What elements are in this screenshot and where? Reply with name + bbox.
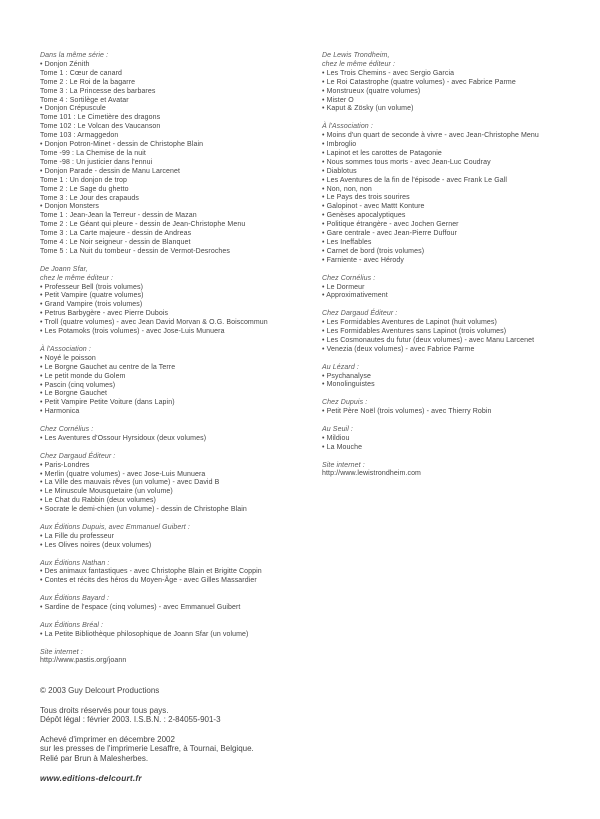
book-entry: • Les Formidables Aventures sans Lapinot (trois volumes) bbox=[322, 328, 507, 336]
book-entry: • Monolinguistes bbox=[322, 381, 375, 389]
section-header: Au Seuil : bbox=[322, 425, 353, 433]
section-header: Site internet : bbox=[40, 648, 83, 656]
book-entry: • Des animaux fantastiques - avec Christophe Blain et Brigitte Coppin bbox=[40, 568, 262, 576]
book-entry: • Diablotus bbox=[322, 167, 357, 175]
book-entry: • La Ville des mauvais rêves (un volume) - avec David B bbox=[40, 479, 220, 487]
book-entry: • Carnet de bord (trois volumes) bbox=[322, 247, 425, 255]
section-header: Aux Éditions Bréal : bbox=[40, 621, 104, 629]
book-list-block bbox=[322, 364, 590, 391]
book-entry: • Grand Vampire (trois volumes) bbox=[40, 301, 143, 309]
section-header: Aux Éditions Nathan : bbox=[40, 559, 110, 567]
book-entry: • Petit Vampire Petite Voiture (dans Lapin) bbox=[40, 399, 175, 407]
book-entry: • Noyé le poisson bbox=[40, 354, 96, 362]
book-entry: • Le Dormeur bbox=[322, 283, 365, 291]
book-entry: • Politique étrangère - avec Jochen Gerner bbox=[322, 221, 459, 229]
imprint-paragraph bbox=[40, 735, 254, 764]
book-entry: Tome 1 : Jean-Jean la Terreur - dessin de Mazan bbox=[40, 212, 197, 220]
section-header: De Lewis Trondheim, bbox=[322, 52, 390, 59]
book-entry: • Contes et récits des héros du Moyen-Âge - avec Gilles Massardier bbox=[40, 577, 257, 585]
section-header: chez le même éditeur : bbox=[40, 274, 114, 282]
book-entry: http://www.pastis.org/joann bbox=[40, 657, 127, 665]
book-entry: Tome 101 : Le Cimetière des dragons bbox=[40, 114, 161, 122]
book-list-block bbox=[322, 275, 590, 302]
book-entry: • Petrus Barbygère - avec Pierre Dubois bbox=[40, 310, 169, 318]
book-entry: • Paris-Londres bbox=[40, 461, 90, 469]
book-entry: • Mildiou bbox=[322, 434, 350, 442]
book-entry: • Donjon Zénith bbox=[40, 60, 90, 68]
book-entry: • Sardine de l'espace (cinq volumes) - avec Emmanuel Guibert bbox=[40, 604, 241, 612]
section-header: Chez Cornélius : bbox=[40, 426, 94, 434]
book-entry: • Le Borgne Gauchet bbox=[40, 390, 108, 398]
book-entry: • Le petit monde du Golem bbox=[40, 372, 126, 380]
book-entry: http://www.lewistrondheim.com bbox=[322, 470, 421, 478]
imprint-line: Achevé d'imprimer en décembre 2002 bbox=[40, 734, 175, 744]
book-entry: • Lapinot et les carottes de Patagonie bbox=[322, 149, 442, 157]
book-entry: • Merlin (quatre volumes) - avec Jose-Luis Munuera bbox=[40, 470, 206, 478]
book-entry: • Professeur Bell (trois volumes) bbox=[40, 283, 144, 291]
section-header: Aux Éditions Dupuis, avec Emmanuel Guibert : bbox=[40, 523, 190, 531]
book-entry: Tome 4 : Sortilège et Avatar bbox=[40, 96, 129, 104]
imprint-paragraph bbox=[40, 706, 254, 725]
book-entry: • Les Aventures d'Ossour Hyrsidoux (deux volumes) bbox=[40, 434, 207, 442]
book-entry: Tome 3 : La Carte majeure - dessin de Andreas bbox=[40, 230, 192, 238]
book-list-block bbox=[40, 346, 315, 417]
book-list-block bbox=[322, 52, 590, 114]
book-entry: Tome 1 : Cœur de canard bbox=[40, 69, 123, 77]
imprint-line: sur les presses de l'imprimerie Lesaffre, à Tournai, Belgique. bbox=[40, 744, 254, 754]
book-entry: • Approximativement bbox=[322, 292, 388, 300]
book-list-block bbox=[40, 560, 315, 587]
book-list-block bbox=[322, 426, 590, 453]
book-entry: Tome 4 : Le Noir seigneur - dessin de Blanquet bbox=[40, 239, 191, 247]
publisher-website bbox=[40, 774, 254, 784]
book-entry: Tome 1 : Un donjon de trop bbox=[40, 176, 128, 184]
book-entry: • Le Roi Catastrophe (quatre volumes) - avec Fabrice Parme bbox=[322, 78, 516, 86]
book-entry: Tome 2 : Le Sage du ghetto bbox=[40, 185, 129, 193]
book-entry: • Les Cosmonautes du futur (deux volumes) - avec Manu Larcenet bbox=[322, 336, 535, 344]
section-header: Chez Dargaud Éditeur : bbox=[322, 310, 398, 318]
section-header: Site internet : bbox=[322, 461, 365, 469]
book-entry: • Genèses apocalyptiques bbox=[322, 212, 406, 220]
book-entry: • Le Borgne Gauchet au centre de la Terre bbox=[40, 363, 176, 371]
book-entry: • Les Ineffables bbox=[322, 239, 372, 247]
imprint-paragraph bbox=[40, 686, 254, 696]
book-entry: • La Fille du professeur bbox=[40, 532, 115, 540]
book-entry: • Donjon Parade - dessin de Manu Larcenet bbox=[40, 167, 181, 175]
book-entry: • Pascin (cinq volumes) bbox=[40, 381, 116, 389]
book-entry: • La Mouche bbox=[322, 443, 363, 451]
section-header: À l'Association : bbox=[40, 345, 91, 353]
book-entry: • Donjon Monsters bbox=[40, 203, 100, 211]
book-entry: Tome 3 : La Princesse des barbares bbox=[40, 87, 156, 95]
imprint-line: Tous droits réservés pour tous pays. bbox=[40, 705, 169, 715]
imprint-line: Dépôt légal : février 2003. I.S.B.N. : 2-84055-901-3 bbox=[40, 715, 221, 725]
book-entry: • Kaput & Zösky (un volume) bbox=[322, 105, 414, 113]
book-entry: Tome 102 : Le Volcan des Vaucanson bbox=[40, 123, 161, 131]
book-entry: • Non, non, non bbox=[322, 185, 372, 193]
book-list-block bbox=[322, 462, 590, 480]
section-header: Chez Dargaud Éditeur : bbox=[40, 452, 116, 460]
imprint-line: © 2003 Guy Delcourt Productions bbox=[40, 686, 160, 695]
book-entry: • Psychanalyse bbox=[322, 372, 371, 380]
book-list-block bbox=[40, 622, 315, 640]
book-entry: • Venezia (deux volumes) - avec Fabrice Parme bbox=[322, 345, 475, 353]
section-header: chez le même éditeur : bbox=[322, 60, 396, 68]
book-entry: • Les Aventures de la fin de l'épisode - avec Frank Le Gall bbox=[322, 176, 508, 184]
book-entry: Tome 103 : Armaggedon bbox=[40, 132, 119, 140]
book-entry: • Les Formidables Aventures de Lapinot (huit volumes) bbox=[322, 319, 497, 327]
book-entry: • Les Potamoks (trois volumes) - avec Jose-Luis Munuera bbox=[40, 328, 225, 336]
book-entry: • Gare centrale - avec Jean-Pierre Duffour bbox=[322, 230, 457, 238]
book-list-block bbox=[40, 524, 315, 551]
imprint-line: Relié par Brun à Malesherbes. bbox=[40, 753, 149, 763]
book-entry: • La Petite Bibliothèque philosophique de Joann Sfar (un volume) bbox=[40, 630, 249, 638]
book-entry: • Moins d'un quart de seconde à vivre - avec Jean-Christophe Menu bbox=[322, 132, 539, 140]
book-entry: Tome 3 : Le Jour des crapauds bbox=[40, 194, 140, 202]
section-header: Au Lézard : bbox=[322, 363, 359, 371]
left-column bbox=[40, 52, 315, 675]
section-header: De Joann Sfar, bbox=[40, 265, 88, 273]
book-list-block bbox=[40, 649, 315, 667]
book-entry: • Les Olives noires (deux volumes) bbox=[40, 541, 152, 549]
book-entry: Tome -98 : Un justicier dans l'ennui bbox=[40, 158, 153, 166]
book-entry: • Le Pays des trois sourires bbox=[322, 194, 410, 202]
book-entry: • Troll (quatre volumes) - avec Jean David Morvan & O.G. Boiscommun bbox=[40, 319, 268, 327]
book-list-block bbox=[40, 453, 315, 515]
book-entry: • Les Trois Chemins - avec Sergio Garcia bbox=[322, 69, 455, 77]
section-header: Aux Éditions Bayard : bbox=[40, 595, 110, 603]
book-entry: • Donjon Potron-Minet - dessin de Christophe Blain bbox=[40, 141, 204, 149]
book-list-block bbox=[322, 399, 590, 417]
right-column bbox=[322, 52, 590, 488]
imprint-line: www.editions-delcourt.fr bbox=[40, 772, 142, 783]
book-entry: • Petit Père Noël (trois volumes) - avec Thierry Robin bbox=[322, 408, 492, 416]
book-list-block bbox=[40, 266, 315, 337]
book-list-block bbox=[322, 310, 590, 355]
book-entry: Tome -99 : La Chemise de la nuit bbox=[40, 149, 146, 157]
section-header: Dans la même série : bbox=[40, 52, 109, 59]
book-entry: Tome 2 : Le Géant qui pleure - dessin de Jean-Christophe Menu bbox=[40, 221, 246, 229]
book-entry: • Mister O bbox=[322, 96, 354, 104]
book-list-block bbox=[322, 123, 590, 266]
book-entry: • Nous sommes tous morts - avec Jean-Luc Coudray bbox=[322, 158, 491, 166]
book-list-block bbox=[40, 426, 315, 444]
book-entry: • Imbroglio bbox=[322, 141, 357, 149]
book-entry: • Monstrueux (quatre volumes) bbox=[322, 87, 421, 95]
book-entry: • Harmonica bbox=[40, 408, 80, 416]
book-entry: • Petit Vampire (quatre volumes) bbox=[40, 292, 144, 300]
section-header: Chez Cornélius : bbox=[322, 274, 376, 282]
book-entry: • Galopinot - avec Mattt Konture bbox=[322, 203, 425, 211]
section-header: Chez Dupuis : bbox=[322, 399, 368, 407]
book-entry: Tome 2 : Le Roi de la bagarre bbox=[40, 78, 136, 86]
book-entry: Tome 5 : La Nuit du tombeur - dessin de Vermot-Desroches bbox=[40, 247, 231, 255]
book-list-block bbox=[40, 595, 315, 613]
book-entry: • Farniente - avec Hérody bbox=[322, 256, 404, 264]
book-list-block bbox=[40, 52, 315, 257]
footer bbox=[40, 686, 254, 793]
book-entry: • Le Minuscule Mousquetaire (un volume) bbox=[40, 488, 173, 496]
book-entry: • Donjon Crépuscule bbox=[40, 105, 106, 113]
book-entry: • Le Chat du Rabbin (deux volumes) bbox=[40, 497, 156, 505]
section-header: À l'Association : bbox=[322, 123, 373, 131]
book-entry: • Socrate le demi-chien (un volume) - dessin de Christophe Blain bbox=[40, 506, 247, 514]
